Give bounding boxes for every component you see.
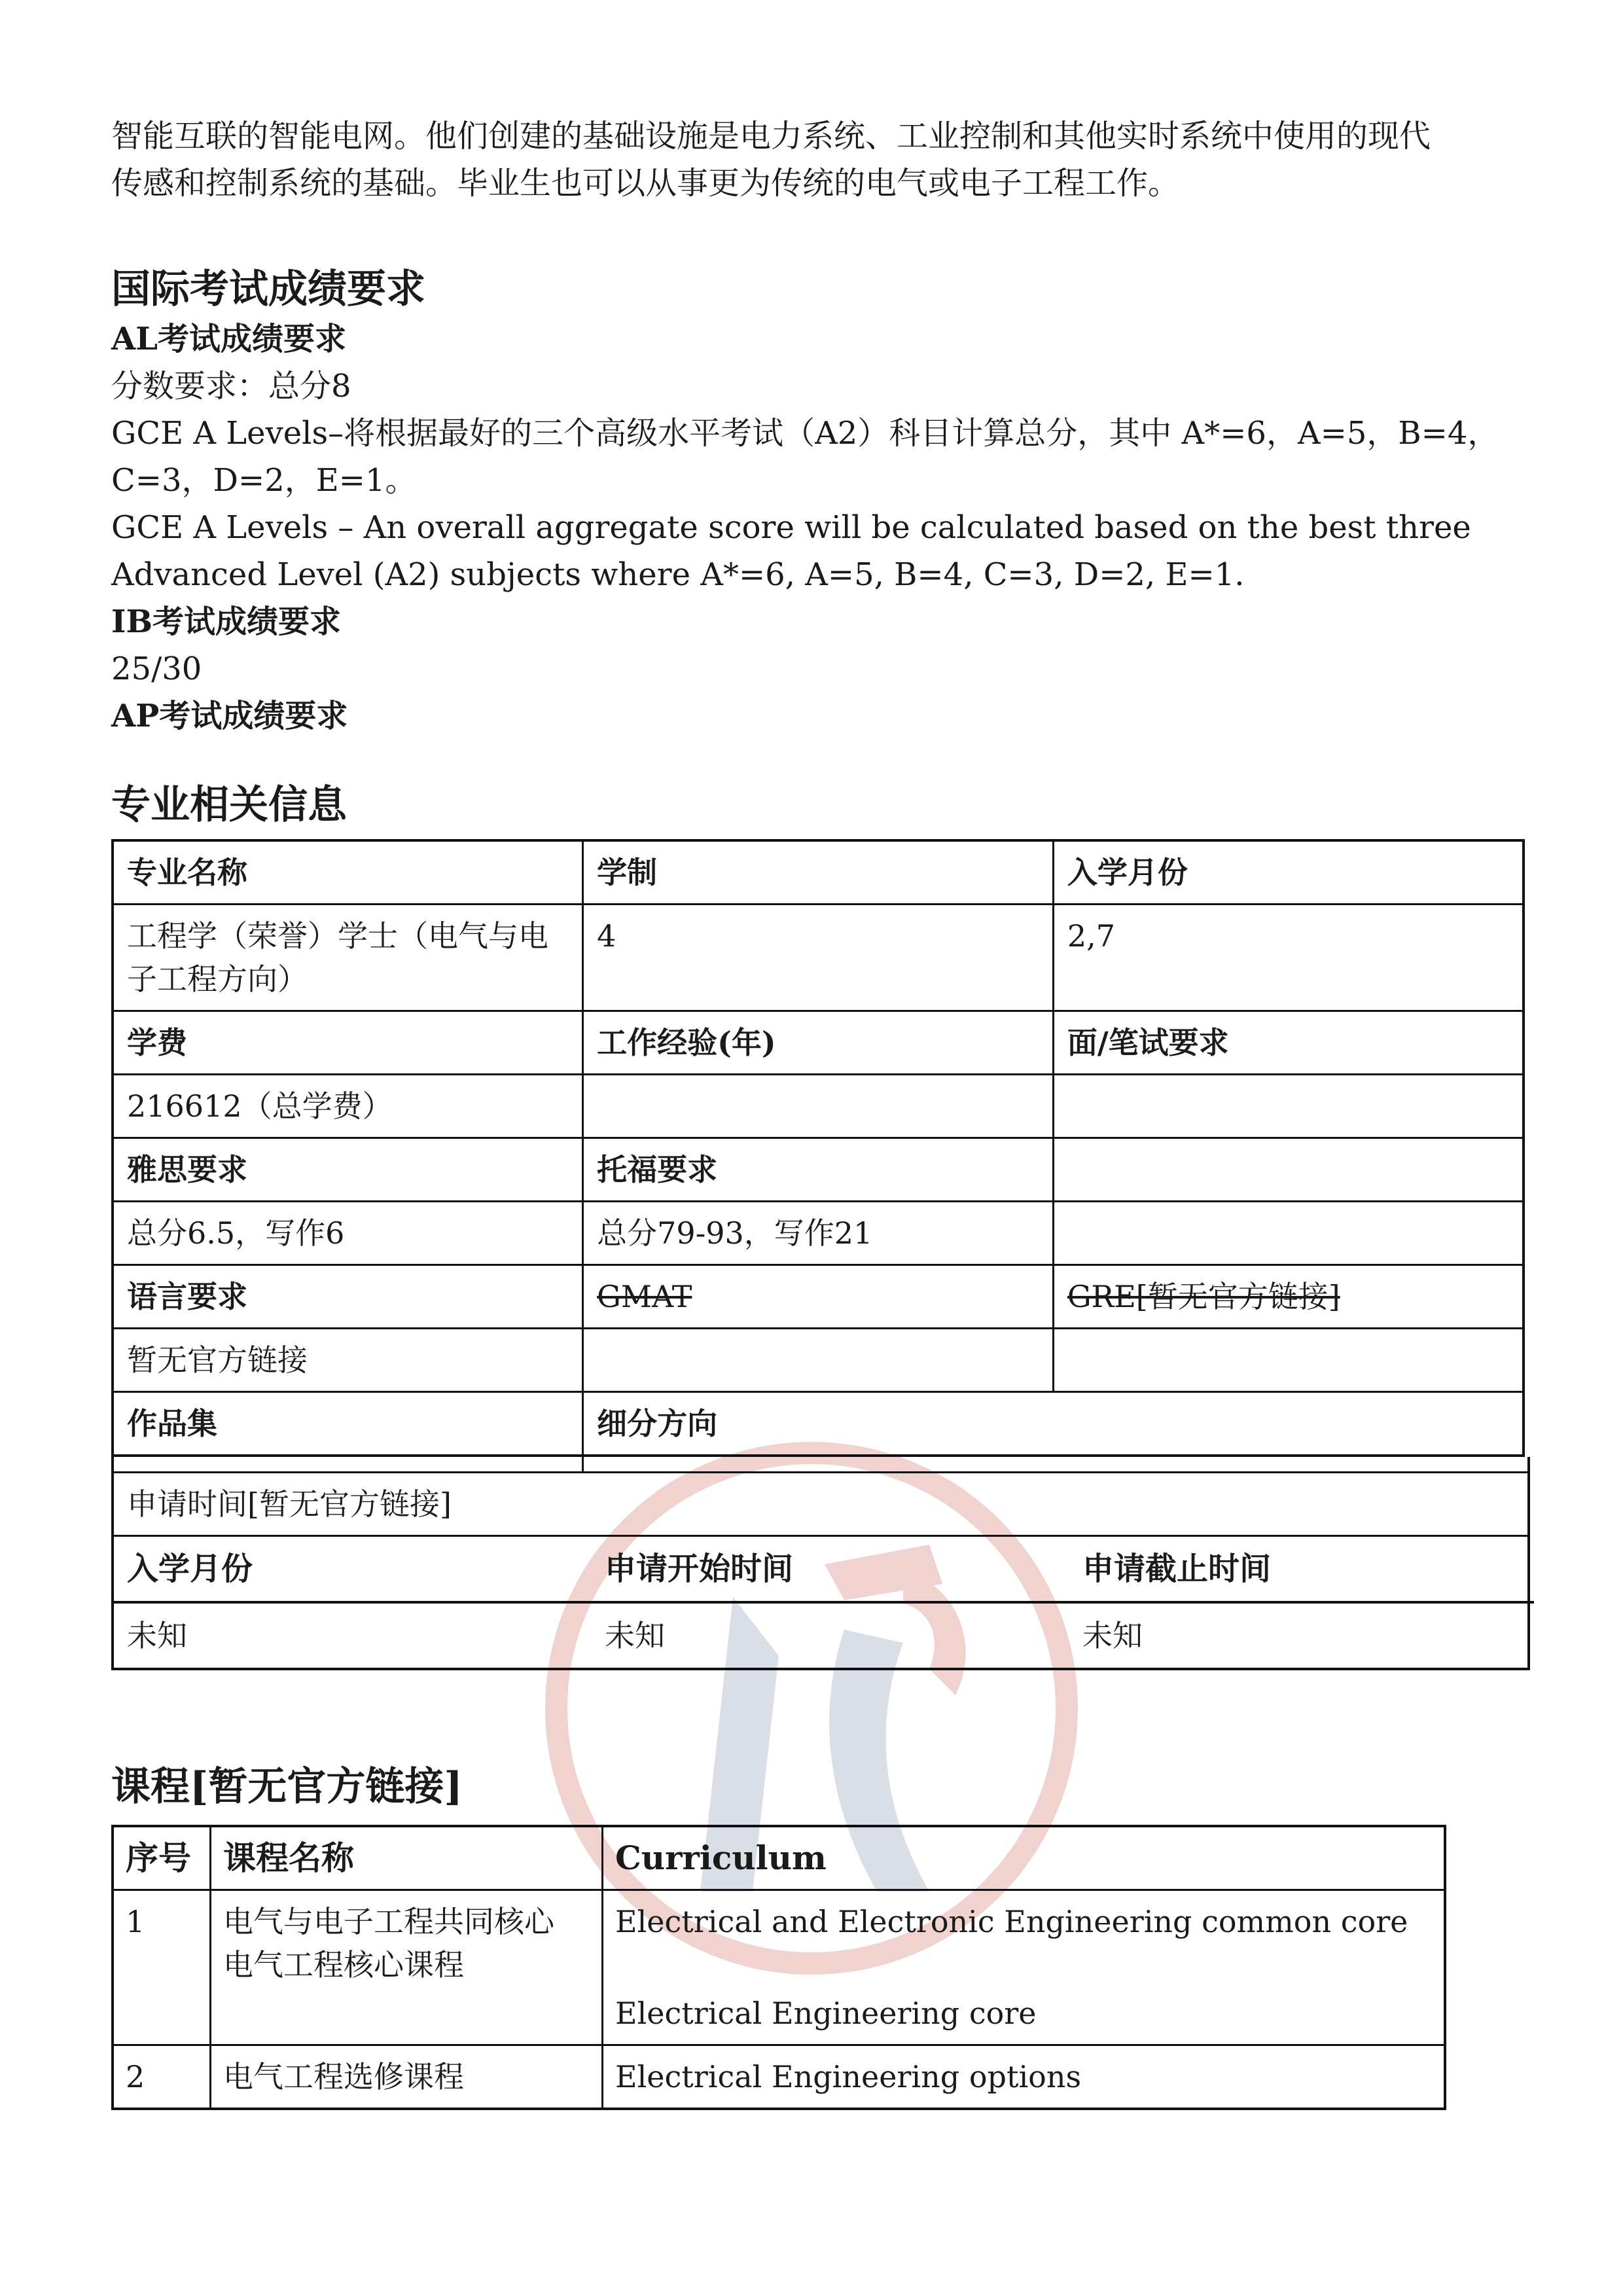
course-no: 2 (113, 2045, 211, 2109)
ap-title: AP考试成绩要求 (111, 698, 348, 734)
table-row (113, 2045, 1445, 2109)
intake-label: 入学月份 (1053, 840, 1524, 905)
table-row (113, 1075, 1524, 1138)
al-en-line-1: GCE A Levels – An overall aggregate score will be calculated based on the best three (111, 509, 1471, 546)
intro-line-1: 智能互联的智能电网。他们创建的基础设施是电力系统、工业控制和其他实时系统中使用的现代 (111, 118, 1431, 154)
program-name-label: 专业名称 (113, 840, 583, 905)
app-intake-value: 未知 (127, 1618, 187, 1653)
course-name: 电气工程选修课程 (211, 2045, 603, 2109)
direction-label: 细分方向 (583, 1392, 1524, 1456)
table-row (113, 1138, 1524, 1202)
al-en-line-2: Advanced Level (A2) subjects where A*=6, A=5, B=4, C=3, D=2, E=1. (111, 556, 1245, 593)
language-label: 语言要求 (113, 1265, 583, 1329)
divider (114, 1457, 1527, 1473)
gre-label (1053, 1265, 1524, 1329)
ielts-value: 总分6.5，写作6 (113, 1202, 583, 1265)
interview-value (1053, 1075, 1524, 1138)
table-row (113, 1890, 1445, 2045)
application-section (111, 1457, 1530, 1670)
intro-line-2: 传感和控制系统的基础。毕业生也可以从事更为传统的电气或电子工程工作。 (111, 165, 1180, 202)
empty-cell (1053, 1202, 1524, 1265)
portfolio-label: 作品集 (113, 1392, 583, 1456)
al-title: AL考试成绩要求 (111, 321, 346, 357)
duration-value: 4 (583, 905, 1054, 1011)
application-grid (114, 1537, 1527, 1668)
work-experience-value (583, 1075, 1054, 1138)
tuition-label: 学费 (113, 1011, 583, 1075)
table-row (113, 905, 1524, 1011)
application-time-label: 申请时间[暂无官方链接] (114, 1473, 1527, 1537)
duration-label: 学制 (583, 840, 1054, 905)
col-name-header: 课程名称 (211, 1826, 603, 1890)
courses-heading: 课程[暂无官方链接] (111, 1764, 463, 1810)
program-name-value: 工程学（荣誉）学士（电气与电子工程方向） (113, 905, 583, 1011)
table-row (113, 840, 1524, 905)
exam-heading: 国际考试成绩要求 (111, 266, 425, 312)
table-row (113, 1826, 1445, 1890)
app-deadline-value: 未知 (1082, 1618, 1143, 1653)
program-heading: 专业相关信息 (111, 782, 347, 828)
curriculum-line: Electrical and Electronic Engineering common core (615, 1904, 1408, 1939)
table-row (113, 1202, 1524, 1265)
page-content (111, 113, 1525, 2110)
toefl-label: 托福要求 (583, 1138, 1054, 1202)
ib-score: 25/30 (111, 651, 202, 687)
col-curriculum-header: Curriculum (603, 1826, 1446, 1890)
table-row (113, 1329, 1524, 1392)
gre-value (1053, 1329, 1524, 1392)
gmat-value (583, 1329, 1054, 1392)
course-curriculum: Electrical Engineering options (603, 2045, 1446, 2109)
table-row (113, 1265, 1524, 1329)
intake-value: 2,7 (1053, 905, 1524, 1011)
courses-table (111, 1825, 1446, 2110)
empty-cell (1053, 1138, 1524, 1202)
tuition-value: 216612（总学费） (113, 1075, 583, 1138)
app-start-label: 申请开始时间 (592, 1537, 1076, 1604)
gmat-label-text: GMAT (597, 1279, 692, 1314)
app-start-value: 未知 (605, 1618, 665, 1653)
app-intake-label: 入学月份 (114, 1537, 598, 1604)
course-name-line: 电气与电子工程共同核心 (223, 1904, 554, 1939)
language-value: 暂无官方链接 (113, 1329, 583, 1392)
table-row (113, 1392, 1524, 1456)
interview-label: 面/笔试要求 (1053, 1011, 1524, 1075)
al-cn-line-1: GCE A Levels–将根据最好的三个高级水平考试（A2）科目计算总分，其中 A*=6，A=5，B=4， (111, 415, 1499, 452)
al-cn-line-2: C=3，D=2，E=1。 (111, 462, 417, 499)
app-deadline-label: 申请截止时间 (1069, 1537, 1534, 1604)
course-name-line: 电气工程核心课程 (223, 1947, 464, 1982)
work-experience-label: 工作经验(年) (583, 1011, 1054, 1075)
gmat-label (583, 1265, 1054, 1329)
program-info-table (111, 839, 1525, 1457)
course-name (211, 1890, 603, 2045)
ielts-label: 雅思要求 (113, 1138, 583, 1202)
col-no-header: 序号 (113, 1826, 211, 1890)
table-row (113, 1011, 1524, 1075)
curriculum-line: Electrical Engineering core (615, 1996, 1037, 2031)
ib-title: IB考试成绩要求 (111, 603, 342, 640)
gre-label-text: GRE[暂无官方链接] (1067, 1279, 1340, 1314)
toefl-value: 总分79-93，写作21 (583, 1202, 1054, 1265)
course-curriculum (603, 1890, 1446, 2045)
course-no: 1 (113, 1890, 211, 2045)
al-score: 分数要求：总分8 (111, 368, 351, 404)
